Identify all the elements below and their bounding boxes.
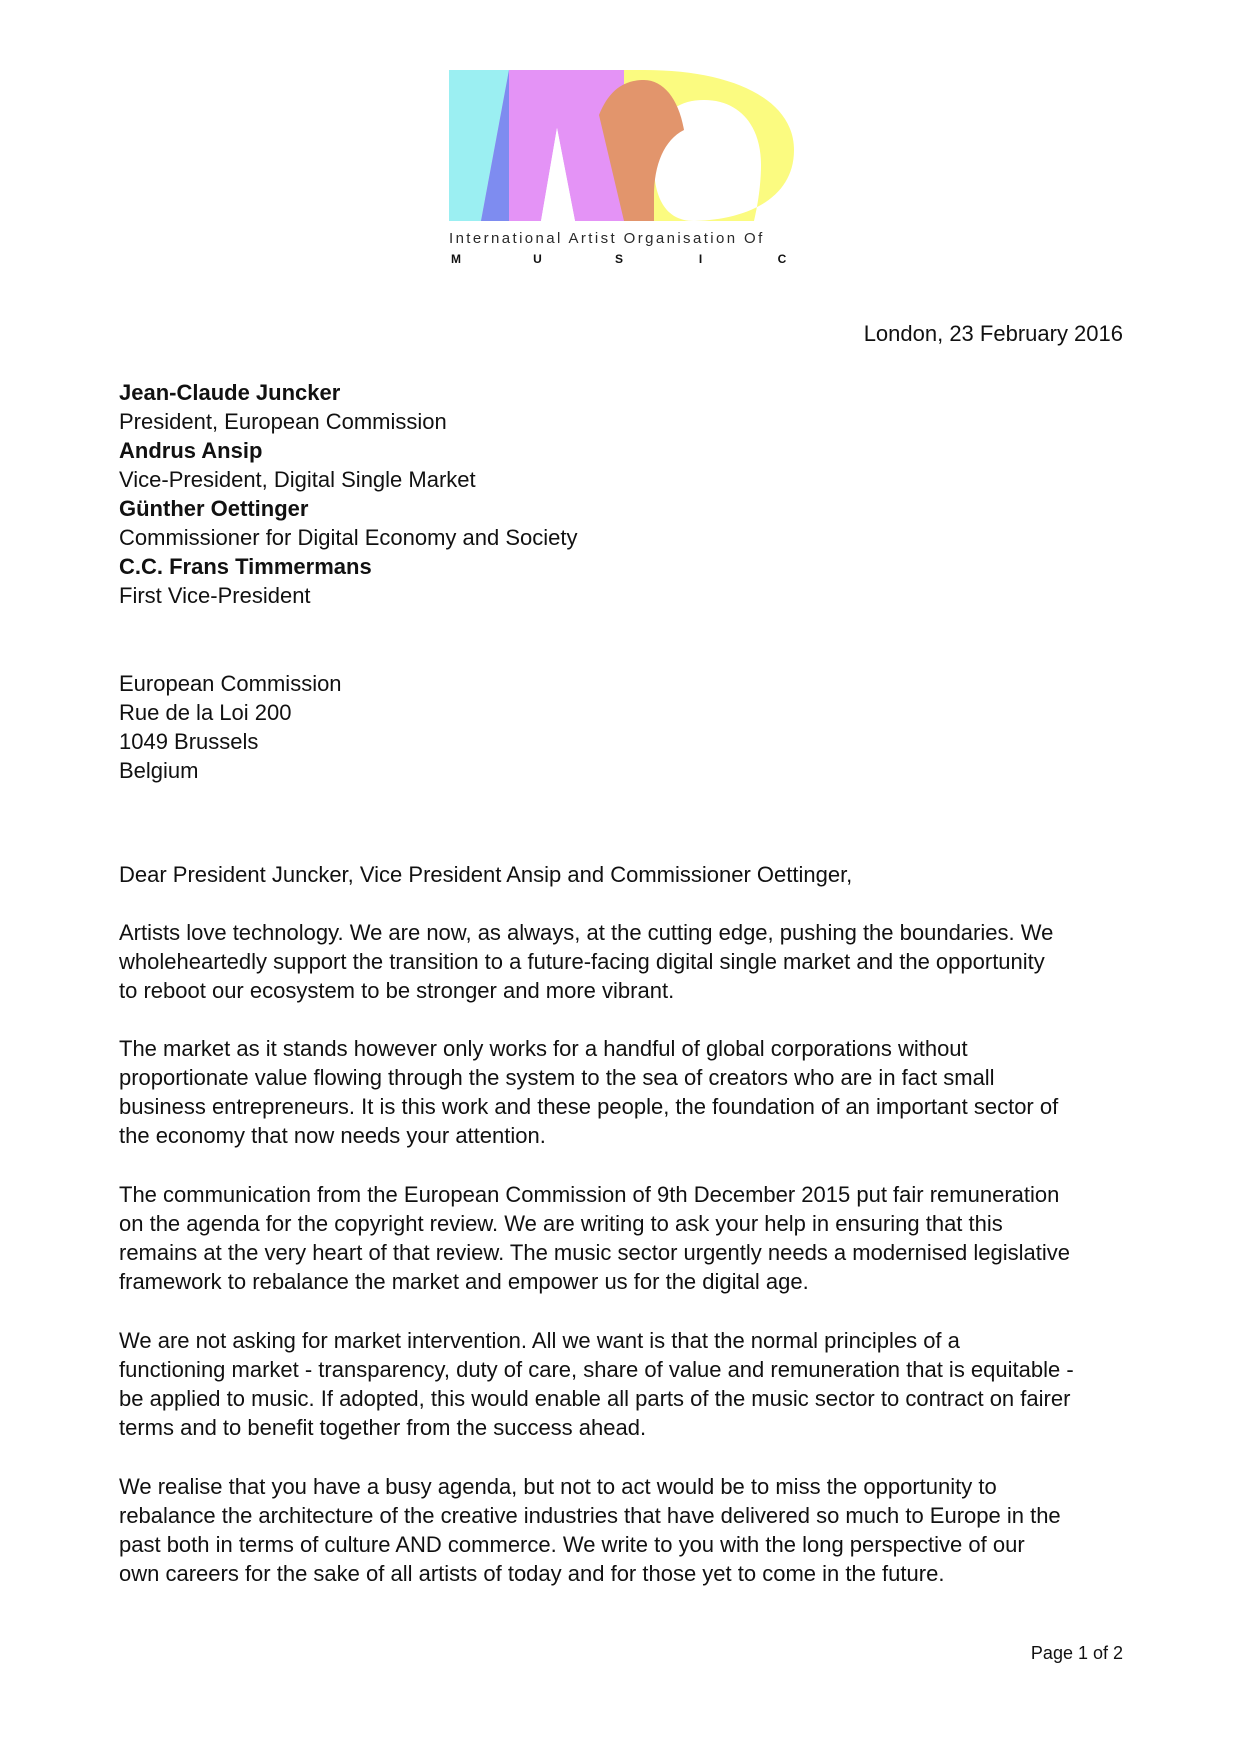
logo-music-wordmark bbox=[449, 252, 789, 266]
paragraph-line: the economy that now needs your attention. bbox=[119, 1123, 546, 1148]
letter-date: London, 23 February 2016 bbox=[863, 321, 1123, 346]
iaom-logo-mark bbox=[449, 70, 805, 225]
recipient-name: C.C. Frans Timmermans bbox=[119, 554, 372, 579]
page-number: Page 1 of 2 bbox=[1030, 1643, 1123, 1663]
recipient-title: Commissioner for Digital Economy and Society bbox=[119, 525, 578, 550]
recipient-title: Vice-President, Digital Single Market bbox=[119, 467, 476, 492]
paragraph-line: Artists love technology. We are now, as always, at the cutting edge, pushing the boundaries. We bbox=[119, 920, 1054, 945]
paragraph-line: on the agenda for the copyright review. We are writing to ask your help in ensuring that this bbox=[119, 1211, 1003, 1236]
recipient-title: President, European Commission bbox=[119, 409, 447, 434]
recipient-name: Jean-Claude Juncker bbox=[119, 380, 341, 405]
body-paragraph bbox=[119, 918, 1129, 1005]
body-paragraph bbox=[119, 1034, 1129, 1150]
paragraph-line: rebalance the architecture of the creative industries that have delivered so much to Europe in the bbox=[119, 1503, 1061, 1528]
address-line: 1049 Brussels bbox=[119, 729, 259, 754]
recipient-block bbox=[119, 378, 819, 610]
paragraph-line: be applied to music. If adopted, this would enable all parts of the music sector to contract on fairer bbox=[119, 1386, 1071, 1411]
body-paragraph bbox=[119, 1180, 1129, 1296]
paragraph-line: The market as it stands however only works for a handful of global corporations without bbox=[119, 1036, 968, 1061]
salutation: Dear President Juncker, Vice President Ansip and Commissioner Oettinger, bbox=[119, 862, 853, 887]
recipient-name: Günther Oettinger bbox=[119, 496, 309, 521]
paragraph-line: wholeheartedly support the transition to a future-facing digital single market and the opportunity bbox=[119, 949, 1045, 974]
address-block bbox=[119, 669, 819, 785]
paragraph-line: past both in terms of culture AND commerce. We write to you with the long perspective of our bbox=[119, 1532, 1025, 1557]
paragraph-line: functioning market - transparency, duty of care, share of value and remuneration that is equitable - bbox=[119, 1357, 1074, 1382]
body-paragraph bbox=[119, 1472, 1129, 1588]
logo-letter: S bbox=[614, 252, 623, 266]
paragraph-line: business entrepreneurs. It is this work and these people, the foundation of an important sector of bbox=[119, 1094, 1059, 1119]
body-paragraph bbox=[119, 1326, 1129, 1442]
logo-tagline: International Artist Organisation Of bbox=[449, 230, 765, 247]
logo-letter: U bbox=[533, 252, 542, 266]
recipient-title: First Vice-President bbox=[119, 583, 311, 608]
paragraph-line: remains at the very heart of that review. The music sector urgently needs a modernised legislative bbox=[119, 1240, 1070, 1265]
paragraph-line: proportionate value flowing through the system to the sea of creators who are in fact small bbox=[119, 1065, 995, 1090]
recipient-name: Andrus Ansip bbox=[119, 438, 263, 463]
address-line: Belgium bbox=[119, 758, 199, 783]
paragraph-line: The communication from the European Commission of 9th December 2015 put fair remuneration bbox=[119, 1182, 1060, 1207]
paragraph-line: We are not asking for market intervention. All we want is that the normal principles of a bbox=[119, 1328, 960, 1353]
paragraph-line: framework to rebalance the market and empower us for the digital age. bbox=[119, 1269, 809, 1294]
paragraph-line: own careers for the sake of all artists of today and for those yet to come in the future. bbox=[119, 1561, 945, 1586]
iaom-logo bbox=[449, 70, 805, 270]
logo-letter: M bbox=[451, 252, 461, 266]
logo-letter: I bbox=[698, 252, 703, 266]
paragraph-line: terms and to benefit together from the success ahead. bbox=[119, 1415, 647, 1440]
paragraph-line: to reboot our ecosystem to be stronger and more vibrant. bbox=[119, 978, 675, 1003]
address-line: European Commission bbox=[119, 671, 342, 696]
address-line: Rue de la Loi 200 bbox=[119, 700, 292, 725]
paragraph-line: We realise that you have a busy agenda, but not to act would be to miss the opportunity to bbox=[119, 1474, 997, 1499]
logo-letter: C bbox=[777, 252, 787, 266]
